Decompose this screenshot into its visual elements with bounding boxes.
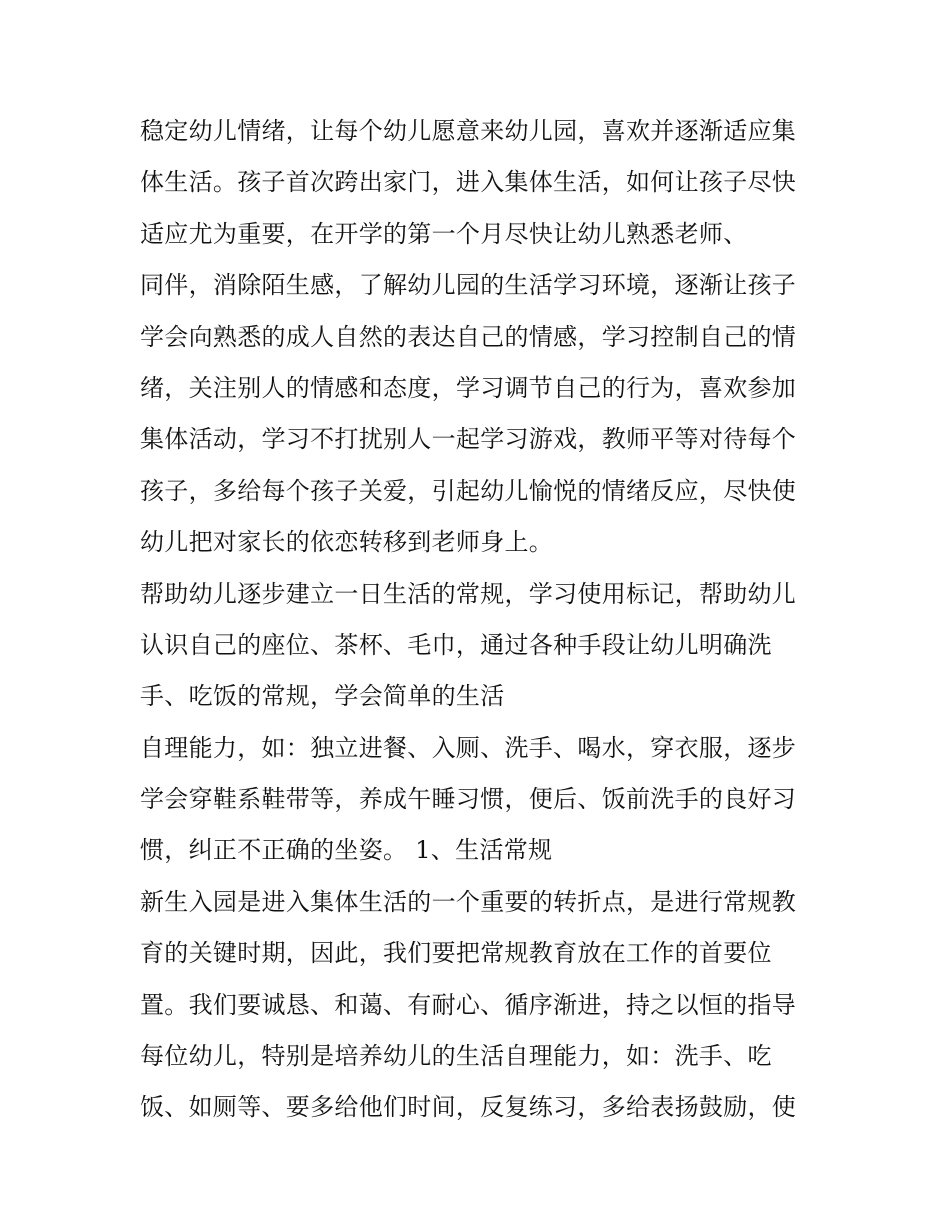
text-line: 置。我们要诚恳、和蔼、有耐心、循序渐进，持之以恒的指导 — [140, 990, 797, 1019]
text-line: 新生入园是进入集体生活的一个重要的转折点，是进行常规教 — [140, 887, 797, 916]
text-line: 适应尤为重要，在开学的第一个月尽快让幼儿熟悉老师、 — [140, 219, 748, 248]
text-line: 集体活动，学习不打扰别人一起学习游戏，教师平等对待每个 — [140, 425, 797, 454]
text-line: 孩子，多给每个孩子关爱，引起幼儿愉悦的情绪反应，尽快使 — [140, 476, 797, 505]
text-line: 每位幼儿，特别是培养幼儿的生活自理能力，如：洗手、吃 — [140, 1042, 772, 1071]
text-line: 饭、如厕等、要多给他们时间，反复练习，多给表扬鼓励，使 — [140, 1093, 797, 1122]
text-line: 自理能力，如：独立进餐、入厕、洗手、喝水，穿衣服，逐步 — [140, 733, 797, 762]
text-line: 幼儿把对家长的依恋转移到老师身上。 — [140, 528, 554, 557]
document-body — [140, 106, 820, 1134]
text-line: 体生活。孩子首次跨出家门，进入集体生活，如何让孩子尽快 — [140, 168, 797, 197]
text-line: 学会穿鞋系鞋带等，养成午睡习惯，便后、饭前洗手的良好习 — [140, 785, 797, 814]
text-line: 学会向熟悉的成人自然的表达自己的情感，学习控制自己的情 — [140, 322, 797, 351]
text-line: 帮助幼儿逐步建立一日生活的常规，学习使用标记，帮助幼儿 — [140, 579, 797, 608]
text-line: 育的关键时期，因此，我们要把常规教育放在工作的首要位 — [140, 939, 772, 968]
text-line: 绪，关注别人的情感和态度，学习调节自己的行为，喜欢参加 — [140, 373, 797, 402]
text-line: 认识自己的座位、茶杯、毛巾，通过各种手段让幼儿明确洗 — [140, 630, 772, 659]
text-line: 惯，纠正不正确的坐姿。 1、生活常规 — [140, 836, 553, 865]
text-line: 手、吃饭的常规，学会简单的生活 — [140, 682, 505, 711]
text-line: 同伴，消除陌生感，了解幼儿园的生活学习环境，逐渐让孩子 — [140, 271, 797, 300]
text-line: 稳定幼儿情绪，让每个幼儿愿意来幼儿园，喜欢并逐渐适应集 — [140, 117, 797, 145]
